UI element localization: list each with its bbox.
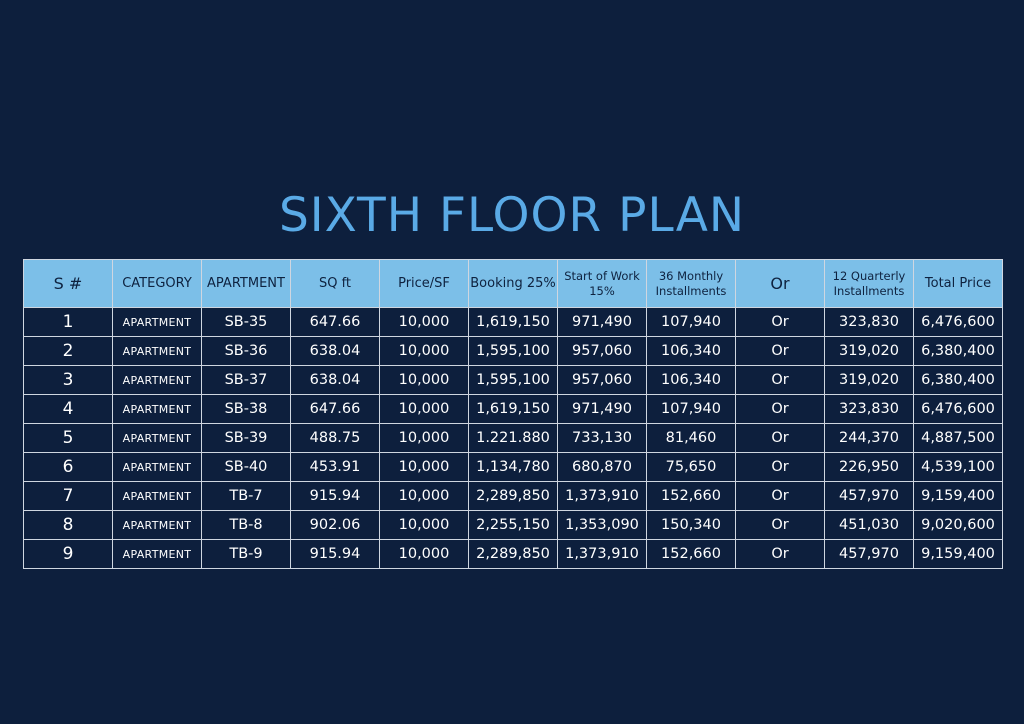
cell-booking: 1,134,780: [469, 453, 558, 482]
table-row: [24, 395, 1003, 424]
cell-category: APARTMENT: [113, 366, 202, 395]
cell-booking: 2,289,850: [469, 482, 558, 511]
cell-monthly-installment: 107,940: [647, 308, 736, 337]
cell-apartment: TB-8: [202, 511, 291, 540]
cell-quarterly-installment: 451,030: [825, 511, 914, 540]
cell-or: Or: [736, 395, 825, 424]
cell-total-price: 4,539,100: [914, 453, 1003, 482]
cell-monthly-installment: 152,660: [647, 540, 736, 569]
cell-category: APARTMENT: [113, 424, 202, 453]
cell-quarterly-installment: 457,970: [825, 540, 914, 569]
cell-total-price: 4,887,500: [914, 424, 1003, 453]
cell-sqft: 638.04: [291, 337, 380, 366]
cell-booking: 2,289,850: [469, 540, 558, 569]
cell-apartment: TB-7: [202, 482, 291, 511]
cell-sqft: 915.94: [291, 540, 380, 569]
cell-booking: 2,255,150: [469, 511, 558, 540]
header-category: CATEGORY: [113, 260, 202, 308]
cell-or: Or: [736, 424, 825, 453]
cell-price-sf: 10,000: [380, 395, 469, 424]
cell-apartment: SB-37: [202, 366, 291, 395]
cell-apartment: TB-9: [202, 540, 291, 569]
cell-category: APARTMENT: [113, 395, 202, 424]
table-header-row: [24, 260, 1003, 308]
cell-quarterly-installment: 319,020: [825, 337, 914, 366]
cell-sqft: 902.06: [291, 511, 380, 540]
cell-monthly-installment: 150,340: [647, 511, 736, 540]
header-or: Or: [736, 260, 825, 308]
table-row: [24, 511, 1003, 540]
cell-apartment: SB-40: [202, 453, 291, 482]
cell-total-price: 9,159,400: [914, 482, 1003, 511]
cell-category: APARTMENT: [113, 337, 202, 366]
cell-start-of-work: 1,373,910: [558, 540, 647, 569]
header-apartment: APARTMENT: [202, 260, 291, 308]
cell-booking: 1,595,100: [469, 366, 558, 395]
cell-price-sf: 10,000: [380, 482, 469, 511]
cell-category: APARTMENT: [113, 453, 202, 482]
cell-start-of-work: 680,870: [558, 453, 647, 482]
table-row: [24, 540, 1003, 569]
cell-quarterly-installment: 323,830: [825, 308, 914, 337]
cell-price-sf: 10,000: [380, 366, 469, 395]
cell-quarterly-installment: 323,830: [825, 395, 914, 424]
header-monthly-installments: 36 Monthly Installments: [647, 260, 736, 308]
cell-sn: 9: [24, 540, 113, 569]
header-total-price: Total Price: [914, 260, 1003, 308]
cell-sqft: 647.66: [291, 308, 380, 337]
cell-start-of-work: 1,373,910: [558, 482, 647, 511]
cell-sqft: 647.66: [291, 395, 380, 424]
cell-start-of-work: 957,060: [558, 337, 647, 366]
cell-start-of-work: 971,490: [558, 395, 647, 424]
cell-total-price: 6,380,400: [914, 337, 1003, 366]
cell-or: Or: [736, 308, 825, 337]
cell-quarterly-installment: 457,970: [825, 482, 914, 511]
header-sqft: SQ ft: [291, 260, 380, 308]
cell-sn: 8: [24, 511, 113, 540]
cell-or: Or: [736, 540, 825, 569]
cell-sn: 1: [24, 308, 113, 337]
cell-category: APARTMENT: [113, 511, 202, 540]
cell-start-of-work: 1,353,090: [558, 511, 647, 540]
cell-monthly-installment: 106,340: [647, 337, 736, 366]
cell-total-price: 6,476,600: [914, 395, 1003, 424]
cell-quarterly-installment: 244,370: [825, 424, 914, 453]
cell-booking: 1.221.880: [469, 424, 558, 453]
cell-price-sf: 10,000: [380, 511, 469, 540]
cell-sn: 6: [24, 453, 113, 482]
cell-monthly-installment: 152,660: [647, 482, 736, 511]
table-row: [24, 482, 1003, 511]
cell-monthly-installment: 107,940: [647, 395, 736, 424]
cell-apartment: SB-35: [202, 308, 291, 337]
table-row: [24, 337, 1003, 366]
table-row: [24, 366, 1003, 395]
cell-total-price: 6,380,400: [914, 366, 1003, 395]
cell-or: Or: [736, 366, 825, 395]
cell-apartment: SB-36: [202, 337, 291, 366]
header-start-of-work: Start of Work 15%: [558, 260, 647, 308]
cell-booking: 1,595,100: [469, 337, 558, 366]
cell-or: Or: [736, 511, 825, 540]
cell-total-price: 9,159,400: [914, 540, 1003, 569]
table-row: [24, 424, 1003, 453]
cell-or: Or: [736, 453, 825, 482]
cell-category: APARTMENT: [113, 308, 202, 337]
table-row: [24, 453, 1003, 482]
cell-sqft: 638.04: [291, 366, 380, 395]
header-price-sf: Price/SF: [380, 260, 469, 308]
cell-monthly-installment: 75,650: [647, 453, 736, 482]
cell-price-sf: 10,000: [380, 424, 469, 453]
cell-or: Or: [736, 337, 825, 366]
cell-category: APARTMENT: [113, 540, 202, 569]
cell-sn: 7: [24, 482, 113, 511]
cell-sqft: 915.94: [291, 482, 380, 511]
cell-sqft: 488.75: [291, 424, 380, 453]
cell-monthly-installment: 106,340: [647, 366, 736, 395]
cell-sn: 3: [24, 366, 113, 395]
cell-price-sf: 10,000: [380, 540, 469, 569]
cell-price-sf: 10,000: [380, 337, 469, 366]
cell-apartment: SB-39: [202, 424, 291, 453]
table-row: [24, 308, 1003, 337]
cell-start-of-work: 971,490: [558, 308, 647, 337]
table-body: [24, 308, 1003, 569]
cell-quarterly-installment: 319,020: [825, 366, 914, 395]
header-quarterly-installments: 12 Quarterly Installments: [825, 260, 914, 308]
cell-sn: 4: [24, 395, 113, 424]
cell-sqft: 453.91: [291, 453, 380, 482]
cell-start-of-work: 957,060: [558, 366, 647, 395]
cell-total-price: 9,020,600: [914, 511, 1003, 540]
page-title: SIXTH FLOOR PLAN: [278, 188, 746, 243]
cell-total-price: 6,476,600: [914, 308, 1003, 337]
cell-monthly-installment: 81,460: [647, 424, 736, 453]
cell-or: Or: [736, 482, 825, 511]
cell-category: APARTMENT: [113, 482, 202, 511]
cell-booking: 1,619,150: [469, 395, 558, 424]
cell-start-of-work: 733,130: [558, 424, 647, 453]
floor-plan-table: [23, 259, 1003, 569]
header-booking: Booking 25%: [469, 260, 558, 308]
cell-booking: 1,619,150: [469, 308, 558, 337]
cell-quarterly-installment: 226,950: [825, 453, 914, 482]
cell-sn: 5: [24, 424, 113, 453]
cell-price-sf: 10,000: [380, 453, 469, 482]
cell-apartment: SB-38: [202, 395, 291, 424]
cell-price-sf: 10,000: [380, 308, 469, 337]
cell-sn: 2: [24, 337, 113, 366]
header-sn: S #: [24, 260, 113, 308]
